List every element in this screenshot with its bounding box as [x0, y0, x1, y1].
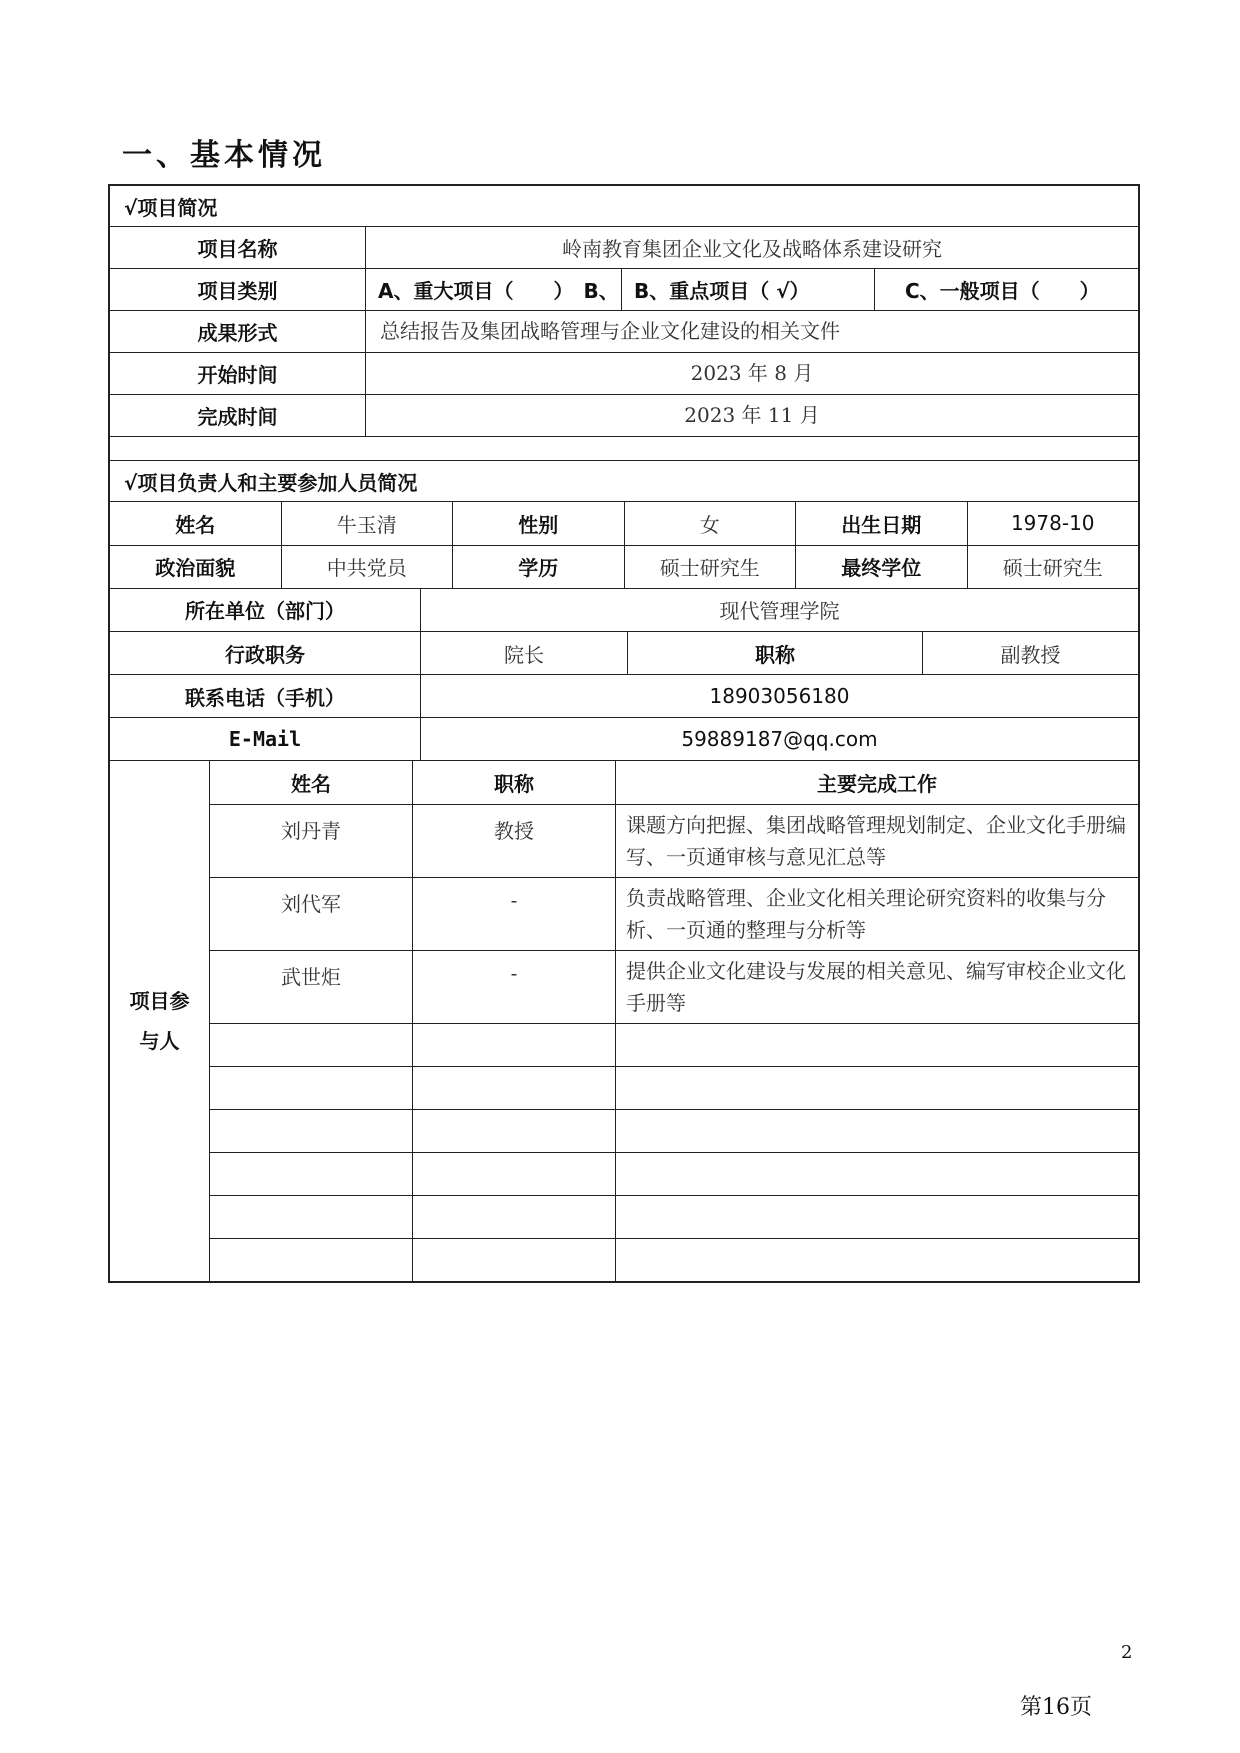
birth-date-value: 1978-10: [967, 502, 1139, 545]
participant-title: -: [413, 877, 616, 950]
admin-position-value: 院长: [421, 632, 628, 675]
education-label: 学历: [453, 545, 625, 588]
unit-label: 所在单位（部门）: [110, 589, 421, 632]
birth-date-label: 出生日期: [796, 502, 968, 545]
email-label: E-Mail: [110, 718, 421, 761]
col-header-name: 姓名: [210, 761, 413, 804]
email-value: 59889187@qq.com: [421, 718, 1139, 761]
gender-label: 性别: [453, 502, 625, 545]
unit-value: 现代管理学院: [421, 589, 1139, 632]
empty-row: [110, 1066, 1139, 1109]
end-time-value: 2023 年 11 月: [366, 395, 1139, 437]
leader-name-value: 牛玉清: [281, 502, 453, 545]
output-form-label: 成果形式: [110, 311, 366, 353]
participants-side-label: [110, 761, 210, 1281]
phone-label: 联系电话（手机）: [110, 675, 421, 718]
participants-side-label-line1: 项目参: [129, 988, 190, 1013]
empty-row: [110, 1109, 1139, 1152]
admin-position-label: 行政职务: [110, 632, 421, 675]
project-overview-title: √项目简况: [110, 186, 1139, 227]
project-name-label: 项目名称: [110, 227, 366, 269]
participant-work: 课题方向把握、集团战略管理规划制定、企业文化手册编写、一页通审核与意见汇总等: [616, 804, 1139, 877]
participant-name: 刘丹青: [210, 804, 413, 877]
professional-title-value: 副教授: [923, 632, 1139, 675]
basic-info-form: [108, 184, 1140, 1283]
participant-title: -: [413, 950, 616, 1023]
education-value: 硕士研究生: [624, 545, 796, 588]
leader-table: [109, 502, 1139, 589]
table-row: [110, 804, 1139, 877]
gender-value: 女: [624, 502, 796, 545]
leader-name-label: 姓名: [110, 502, 282, 545]
page-number: 2: [1121, 1642, 1133, 1663]
section-heading: 一、基本情况: [122, 138, 326, 173]
category-key: B、重点项目（ √）: [622, 269, 875, 311]
category-major: A、重大项目（ ） B、: [366, 269, 622, 311]
professional-title-label: 职称: [628, 632, 923, 675]
spacer-row: [110, 437, 1139, 461]
table-row: [110, 950, 1139, 1023]
start-time-label: 开始时间: [110, 353, 366, 395]
page-footer: 第16页: [1020, 1695, 1092, 1720]
participant-name: 武世炬: [210, 950, 413, 1023]
political-status-value: 中共党员: [281, 545, 453, 588]
start-time-value: 2023 年 8 月: [366, 353, 1139, 395]
category-general: C、一般项目（ ）: [875, 269, 1139, 311]
participant-title: 教授: [413, 804, 616, 877]
phone-value: 18903056180: [421, 675, 1139, 718]
degree-value: 硕士研究生: [967, 545, 1139, 588]
participant-work: 提供企业文化建设与发展的相关意见、编写审校企业文化手册等: [616, 950, 1139, 1023]
empty-row: [110, 1238, 1139, 1281]
table-row: [110, 877, 1139, 950]
project-category-label: 项目类别: [110, 269, 366, 311]
col-header-title: 职称: [413, 761, 616, 804]
participant-work: 负责战略管理、企业文化相关理论研究资料的收集与分析、一页通的整理与分析等: [616, 877, 1139, 950]
political-status-label: 政治面貌: [110, 545, 282, 588]
project-name-value: 岭南教育集团企业文化及战略体系建设研究: [366, 227, 1139, 269]
end-time-label: 完成时间: [110, 395, 366, 437]
participant-name: 刘代军: [210, 877, 413, 950]
empty-row: [110, 1023, 1139, 1066]
personnel-title: √项目负责人和主要参加人员简况: [110, 461, 1139, 502]
empty-row: [110, 1152, 1139, 1195]
project-overview-table: [109, 185, 1139, 502]
participants-table: [109, 761, 1139, 1282]
output-form-value: 总结报告及集团战略管理与企业文化建设的相关文件: [366, 311, 1139, 353]
participants-side-label-line2: 与人: [139, 1028, 180, 1053]
contact-table: [109, 589, 1139, 762]
col-header-work: 主要完成工作: [616, 761, 1139, 804]
degree-label: 最终学位: [796, 545, 968, 588]
empty-row: [110, 1195, 1139, 1238]
